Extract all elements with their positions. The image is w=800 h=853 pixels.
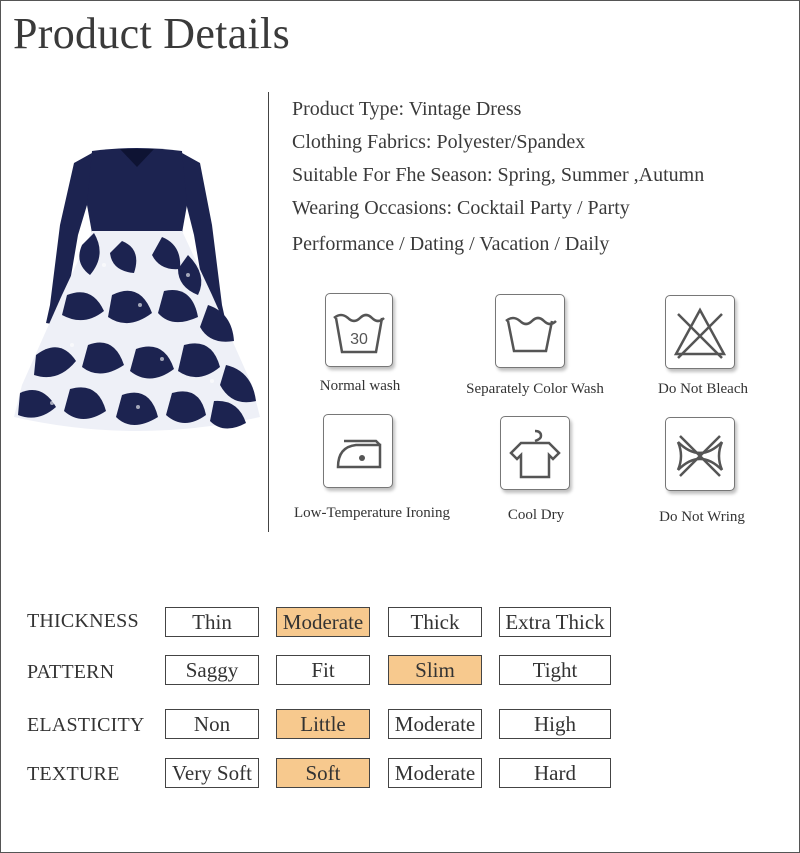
- thickness-option: Thick: [388, 607, 482, 637]
- texture-option: Very Soft: [165, 758, 259, 788]
- wash-30-icon: [325, 293, 393, 367]
- pattern-option: Slim: [388, 655, 482, 685]
- care-label: Cool Dry: [507, 507, 565, 523]
- attr-label-texture: TEXTURE: [27, 763, 120, 785]
- iron-low-icon: [323, 414, 393, 488]
- page-title: Product Details: [13, 9, 291, 58]
- attr-label-elasticity: ELASTICITY: [27, 714, 145, 736]
- svg-text:30: 30: [350, 331, 368, 348]
- spec-season: Suitable For Fhe Season: Spring, Summer ,Autumn: [292, 164, 705, 186]
- pattern-option: Saggy: [165, 655, 259, 685]
- divider-line: [268, 92, 269, 532]
- spec-occasions-cont: Performance / Dating / Vacation / Daily: [292, 233, 610, 255]
- pattern-option: Fit: [276, 655, 370, 685]
- care-label: Separately Color Wash: [466, 381, 604, 397]
- attr-label-pattern: PATTERN: [27, 661, 115, 683]
- no-bleach-icon: [665, 295, 735, 369]
- texture-option: Hard: [499, 758, 611, 788]
- elasticity-option: Non: [165, 709, 259, 739]
- attr-label-thickness: THICKNESS: [27, 610, 139, 632]
- spec-list: [292, 96, 704, 264]
- no-wring-icon: [665, 417, 735, 491]
- cool-dry-icon: [500, 416, 570, 490]
- care-label: Low-Temperature Ironing: [294, 505, 450, 521]
- spec-product-type: Product Type: Vintage Dress: [292, 98, 522, 120]
- thickness-option: Moderate: [276, 607, 370, 637]
- texture-option: Soft: [276, 758, 370, 788]
- care-label: Do Not Wring: [659, 509, 745, 525]
- elasticity-option: Little: [276, 709, 370, 739]
- texture-option: Moderate: [388, 758, 482, 788]
- hand-wash-icon: [495, 294, 565, 368]
- care-label: Do Not Bleach: [658, 381, 748, 397]
- dress-image: [12, 145, 262, 445]
- elasticity-option: High: [499, 709, 611, 739]
- care-label: Normal wash: [319, 378, 401, 394]
- elasticity-option: Moderate: [388, 709, 482, 739]
- spec-fabrics: Clothing Fabrics: Polyester/Spandex: [292, 131, 586, 153]
- pattern-option: Tight: [499, 655, 611, 685]
- thickness-option: Thin: [165, 607, 259, 637]
- spec-occasions: Wearing Occasions: Cocktail Party / Party: [292, 197, 630, 219]
- thickness-option: Extra Thick: [499, 607, 611, 637]
